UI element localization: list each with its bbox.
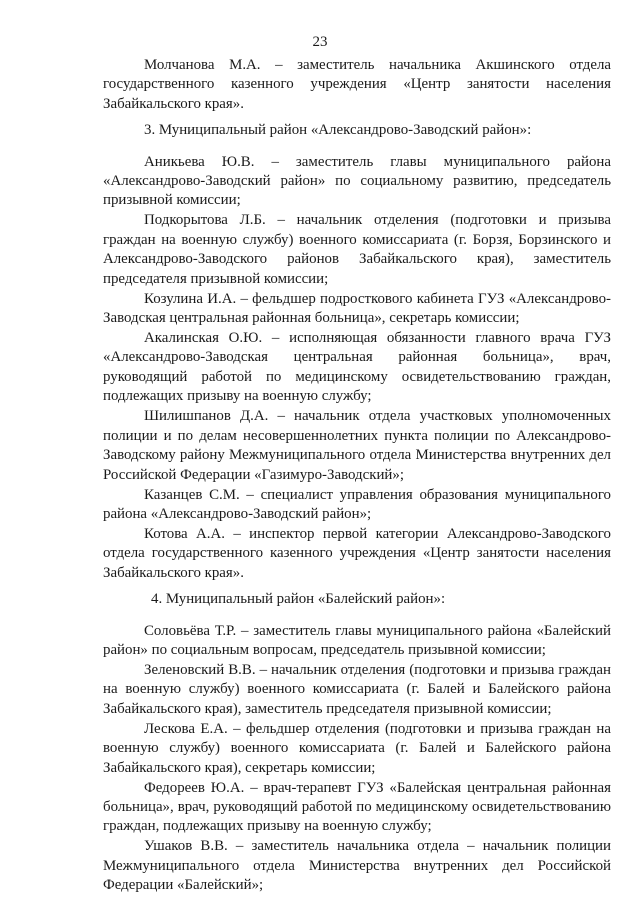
entry-paragraph: Шилишпанов Д.А. – начальник отдела участковых уполномоченных полиции и по делам несовершеннолетних пункта полиции по Александрово-Заводскому району Межмуниципального отдела Министерства внутренних дел Российской Федерации «Газимуро-Заводский»; <box>103 408 611 483</box>
entry-paragraph: Федореев Ю.А. – врач-терапевт ГУЗ «Балейская центральная районная больница», врач, руководящий работой по медицинскому освидетельствованию граждан, подлежащих призыву на военную службу; <box>103 779 611 835</box>
entry-paragraph: Акалинская О.Ю. – исполняющая обязанности главного врача ГУЗ «Александрово-Заводская центральная районная больница», врач, руководящий работой по медицинскому освидетельствованию граждан, подлежащих призыву на военную службу; <box>103 330 611 405</box>
page-number: 23 <box>312 34 328 50</box>
entry-paragraph: Ушаков В.В. – заместитель начальника отдела – начальник полиции Межмуниципального отдела Министерства внутренних дел Российской Федерации «Балейский»; <box>103 838 611 894</box>
entry-paragraph: Козулина И.А. – фельдшер подросткового кабинета ГУЗ «Александрово-Заводская центральная районная больница», секретарь комиссии; <box>103 290 611 327</box>
entry-paragraph: Лескова Е.А. – фельдшер отделения (подготовки и призыва граждан на военную службу) военного комиссариата (г. Балей и Балейского района Забайкальского края), секретарь комиссии; <box>103 720 611 776</box>
section-heading: 3. Муниципальный район «Александрово-Заводский район»: <box>144 122 532 139</box>
entry-paragraph: Подкорытова Л.Б. – начальник отделения (подготовки и призыва граждан на военную службу) военного комиссариата (г. Борзя, Борзинского и Александрово-Заводского районов Забайкальского края), заместитель председателя призывной комиссии; <box>103 212 611 287</box>
entry-paragraph: Котова А.А. – инспектор первой категории Александрово-Заводского отдела государственного казенного учреждения «Центр занятости населения Забайкальского края». <box>103 525 611 581</box>
entry-paragraph: Зеленовский В.В. – начальник отделения (подготовки и призыва граждан на военную службу) военного комиссариата (г. Балей и Балейского района Забайкальского края), заместитель председателя призывной комиссии; <box>103 661 611 717</box>
entry-paragraph: Молчанова М.А. – заместитель начальника Акшинского отдела государственного казенного учреждения «Центр занятости населения Забайкальского края». <box>103 57 611 112</box>
document-body <box>103 56 611 896</box>
section-heading: 4. Муниципальный район «Балейский район»: <box>151 591 446 608</box>
entry-paragraph: Аникьева Ю.В. – заместитель главы муниципального района «Александрово-Заводский район» по социальному развитию, председатель призывной комиссии; <box>103 153 611 209</box>
entry-paragraph: Казанцев С.М. – специалист управления образования муниципального района «Александрово-Заводский район»; <box>103 486 611 522</box>
entry-paragraph: Соловьёва Т.Р. – заместитель главы муниципального района «Балейский район» по социальным вопросам, председатель призывной комиссии; <box>103 622 611 658</box>
